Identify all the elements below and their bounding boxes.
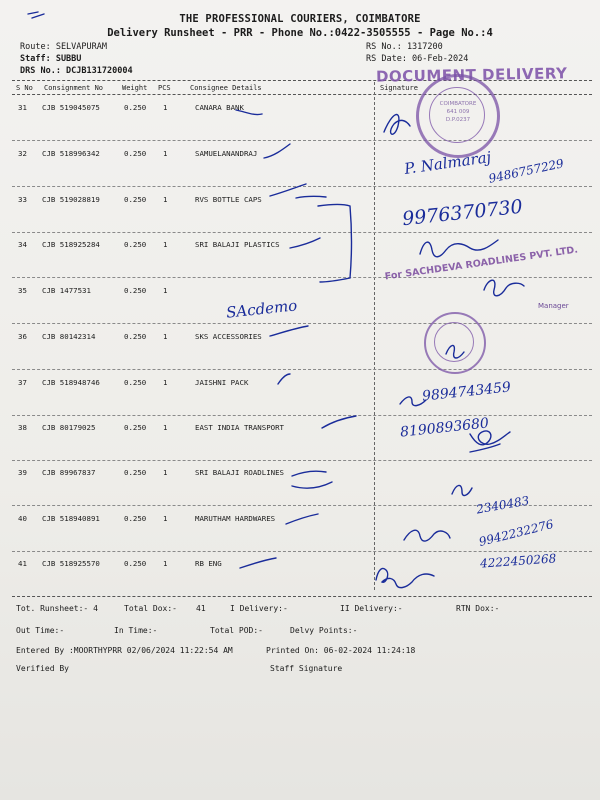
col-consignee: Consignee Details — [190, 84, 262, 92]
verified-by: Verified By — [16, 664, 69, 673]
row-pcs: 1 — [163, 378, 168, 387]
row-weight: 0.250 — [124, 514, 147, 523]
row-consignment: CJB 89967837 — [42, 468, 96, 477]
handwritten-phone: 4222450268 — [479, 551, 557, 571]
row-sno: 40 — [18, 514, 27, 523]
handwritten-phone: 9976370730 — [401, 195, 524, 231]
row-consignee: MARUTHAM HARDWARES — [195, 514, 276, 523]
row-consignment: CJB 80142314 — [42, 332, 96, 341]
ii-delivery: II Delivery:- — [340, 604, 403, 613]
row-pcs: 1 — [163, 423, 168, 432]
row-weight: 0.250 — [124, 240, 147, 249]
row-sno: 36 — [18, 332, 27, 341]
handwritten-phone: 8190893680 — [399, 415, 490, 441]
route-field: Route: SELVAPURAM — [20, 42, 107, 52]
col-consignment: Consignment No — [44, 84, 104, 92]
row-consignee: RVS BOTTLE CAPS — [195, 195, 262, 204]
i-delivery: I Delivery:- — [230, 604, 288, 613]
document-title: THE PROFESSIONAL COURIERS, COIMBATORE — [179, 13, 421, 25]
handwritten-name: SAcdemo — [225, 296, 298, 322]
col-pcs: PCS — [158, 84, 171, 92]
row-consignee: JAISHNI PACK — [195, 378, 249, 387]
row-pcs: 1 — [163, 559, 168, 568]
out-time: Out Time:- — [16, 626, 65, 635]
col-weight: Weight — [122, 84, 148, 92]
row-consignment: CJB 519028819 — [42, 195, 100, 204]
entered-by: Entered By :MOORTHYPRR 02/06/2024 11:22:54 AM — [16, 646, 233, 655]
row-consignee: SRI BALAJI ROADLINES — [195, 468, 284, 477]
manager-stamp: Manager — [538, 302, 569, 310]
handwritten-name: P. Nalmaraj — [403, 148, 493, 178]
drs-number: DRS No.: DCJB131720004 — [20, 66, 133, 76]
rs-number: RS No.: 1317200 — [366, 42, 443, 52]
row-sno: 39 — [18, 468, 27, 477]
rs-date: RS Date: 06-Feb-2024 — [366, 54, 469, 64]
row-weight: 0.250 — [124, 149, 147, 158]
row-consignee: EAST INDIA TRANSPORT — [195, 423, 284, 432]
row-weight: 0.250 — [124, 423, 147, 432]
row-sno: 37 — [18, 378, 27, 387]
row-sno: 31 — [18, 103, 27, 112]
col-sno: S No — [16, 84, 33, 92]
row-pcs: 1 — [163, 514, 168, 523]
row-pcs: 1 — [163, 468, 168, 477]
row-pcs: 1 — [163, 149, 168, 158]
col-signature: Signature — [380, 84, 418, 92]
row-consignment: CJB 519045075 — [42, 103, 100, 112]
row-consignment: CJB 518925570 — [42, 559, 100, 568]
staff-field: Staff: SUBBU — [20, 54, 82, 64]
row-sno: 32 — [18, 149, 27, 158]
row-consignment: CJB 518940891 — [42, 514, 100, 523]
row-consignee: RB ENG — [195, 559, 222, 568]
row-consignee: CANARA BANK — [195, 103, 244, 112]
row-consignment: CJB 518925284 — [42, 240, 100, 249]
row-pcs: 1 — [163, 332, 168, 341]
handwritten-phone: 9942232276 — [477, 516, 555, 550]
document-delivery-stamp: DOCUMENT DELIVERY — [375, 64, 568, 86]
rtn-dox: RTN Dox:- — [456, 604, 500, 613]
row-sno: 41 — [18, 559, 27, 568]
row-sno: 34 — [18, 240, 27, 249]
row-weight: 0.250 — [124, 468, 147, 477]
staff-signature: Staff Signature — [270, 664, 343, 673]
company-stamp: For SACHDEVA ROADLINES PVT. LTD. — [384, 244, 579, 283]
row-sno: 38 — [18, 423, 27, 432]
total-dox-label: Total Dox:- — [124, 604, 177, 613]
row-consignee: SRI BALAJI PLASTICS — [195, 240, 280, 249]
row-consignment: CJB 518948746 — [42, 378, 100, 387]
total-dox-value: 41 — [196, 604, 206, 613]
row-consignee: SAMUELANANDRAJ — [195, 149, 258, 158]
document-subtitle: Delivery Runsheet - PRR - Phone No.:0422-3505555 - Page No.:4 — [107, 27, 493, 39]
row-pcs: 1 — [163, 195, 168, 204]
row-consignment: CJB 1477531 — [42, 286, 91, 295]
total-pod: Total POD:- — [210, 626, 263, 635]
row-consignment: CJB 518996342 — [42, 149, 100, 158]
in-time: In Time:- — [114, 626, 158, 635]
tot-runsheet: Tot. Runsheet:- 4 — [16, 604, 98, 613]
row-weight: 0.250 — [124, 103, 147, 112]
row-consignee: SKS ACCESSORIES — [195, 332, 262, 341]
handwritten-phone: 9486757229 — [487, 156, 565, 186]
handwritten-phone: 2340483 — [475, 493, 531, 517]
handwritten-phone: 9894743459 — [421, 379, 512, 405]
row-weight: 0.250 — [124, 559, 147, 568]
row-weight: 0.250 — [124, 286, 147, 295]
row-sno: 33 — [18, 195, 27, 204]
row-consignment: CJB 80179025 — [42, 423, 96, 432]
post-office-seal: COIMBATORE 641 009 D.P.0237 — [416, 74, 500, 158]
row-pcs: 1 — [163, 240, 168, 249]
row-weight: 0.250 — [124, 378, 147, 387]
delvy-points: Delvy Points:- — [290, 626, 358, 635]
row-weight: 0.250 — [124, 195, 147, 204]
row-weight: 0.250 — [124, 332, 147, 341]
row-pcs: 1 — [163, 103, 168, 112]
row-pcs: 1 — [163, 286, 168, 295]
row-sno: 35 — [18, 286, 27, 295]
printed-on: Printed On: 06-02-2024 11:24:18 — [266, 646, 416, 655]
